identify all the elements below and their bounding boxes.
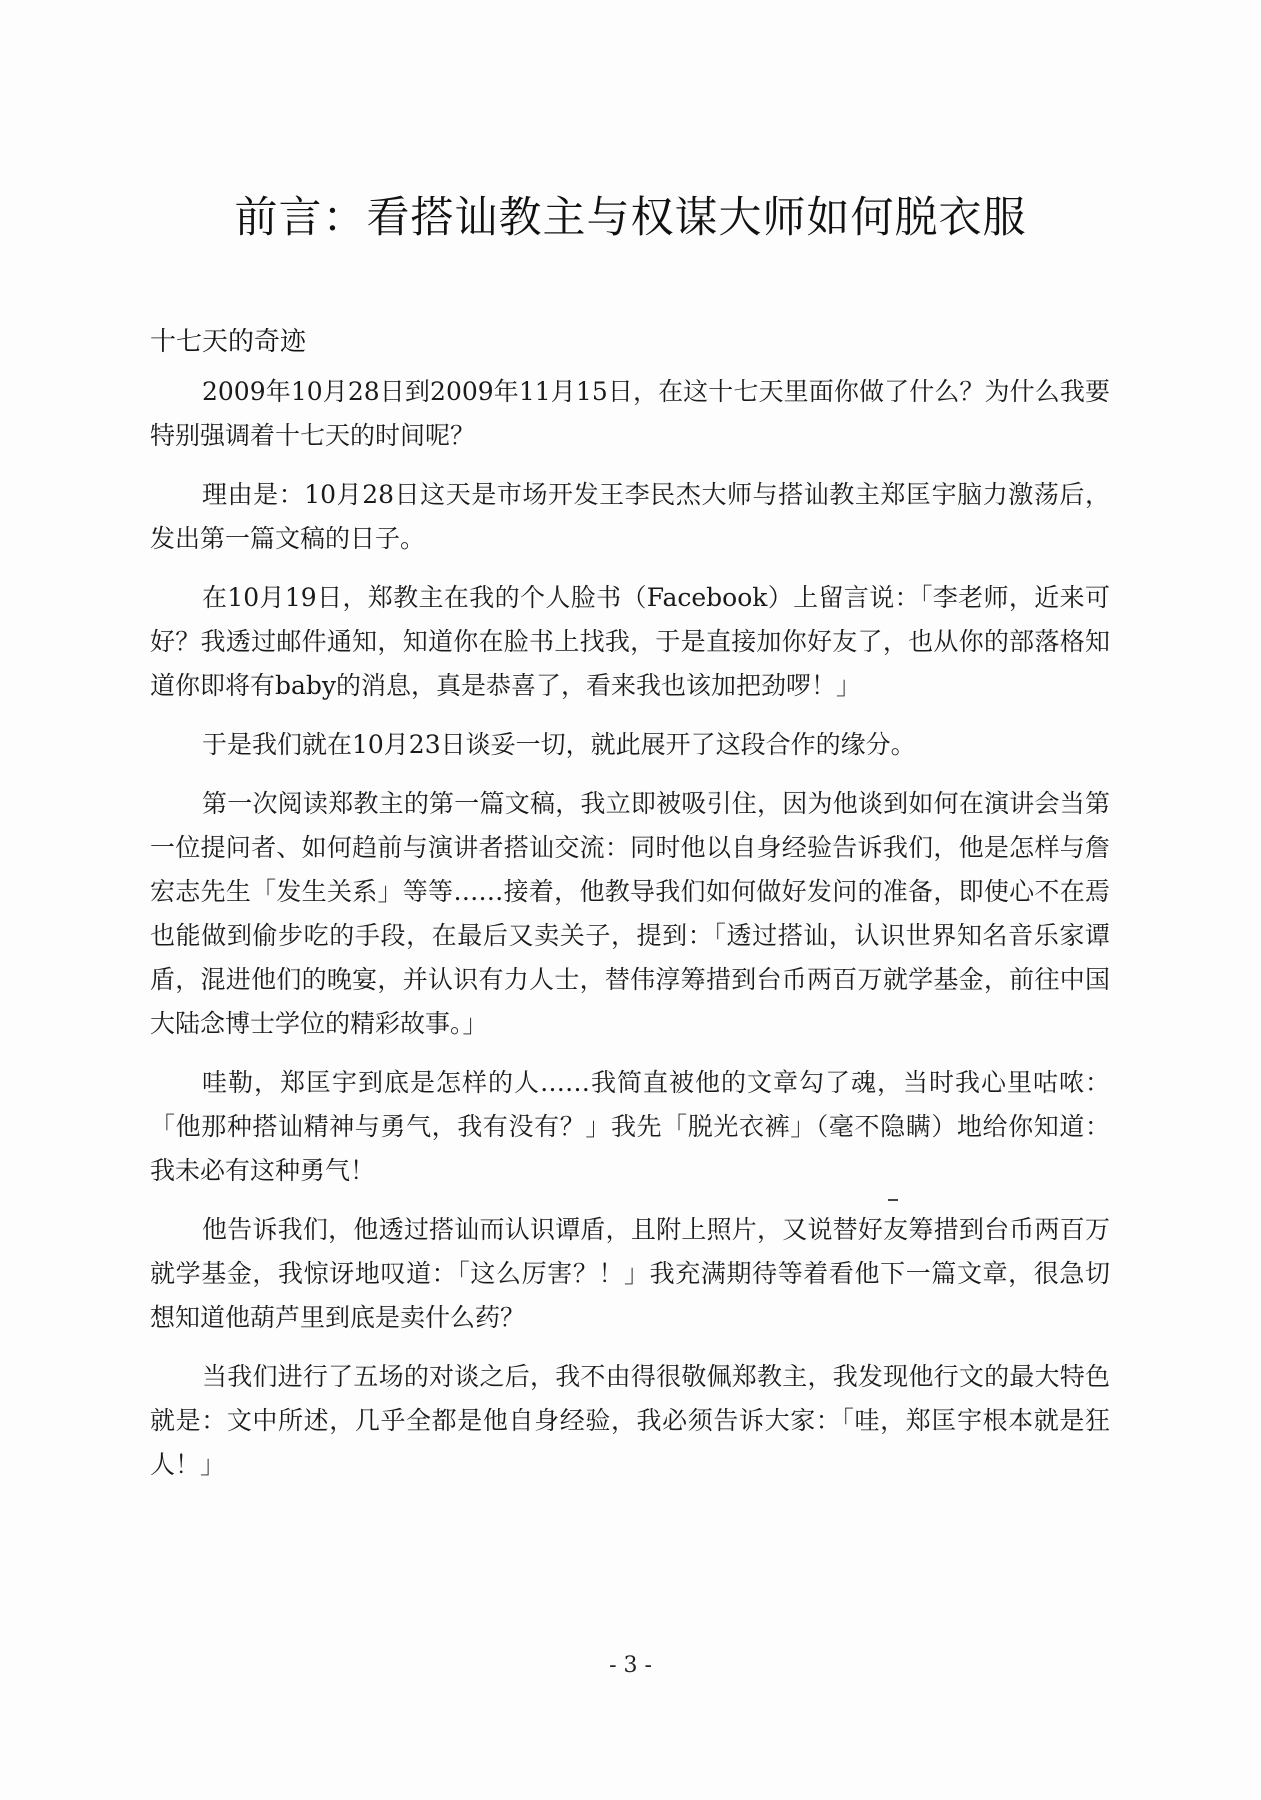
page-number: - 3 - bbox=[609, 1653, 652, 1678]
paragraph: 当我们进行了五场的对谈之后，我不由得很敬佩郑教主，我发现他行文的最大特色就是：文中所述，几乎全都是他自身经验，我必须告诉大家：「哇，郑匡宇根本就是狂人！」 bbox=[150, 1362, 1110, 1479]
paragraph: 在10月19日，郑教主在我的个人脸书（Facebook）上留言说：「李老师，近来可好？我透过邮件通知，知道你在脸书上找我，于是直接加你好友了，也从你的部落格知道你即将有baby的消息，真是恭喜了，看来我也该加把劲啰！」 bbox=[150, 583, 1110, 700]
paragraph: 哇勒，郑匡宇到底是怎样的人……我简直被他的文章勾了魂，当时我心里咕哝：「他那种搭讪精神与勇气，我有没有？」我先「脱光衣裤」（毫不隐瞒）地给你知道：我未必有这种勇气！ bbox=[150, 1068, 1110, 1185]
paragraph: 于是我们就在10月23日谈妥一切，就此展开了这段合作的缘分。 bbox=[202, 730, 916, 759]
paragraph: 第一次阅读郑教主的第一篇文稿，我立即被吸引住，因为他谈到如何在演讲会当第一位提问者、如何趋前与演讲者搭讪交流：同时他以自身经验告诉我们，他是怎样与詹宏志先生「发生关系」等等……接着，他教导我们如何做好发问的准备，即使心不在焉也能做到偷步吃的手段，在最后又卖关子，提到：「透过搭讪，认识世界知名音乐家谭盾，混进他们的晚宴，并认识有力人士，替伟淳筹措到台币两百万就学基金，前往中国大陆念博士学位的精彩故事。」 bbox=[150, 789, 1110, 1038]
page-title: 前言：看搭讪教主与权谋大师如何脱衣服 bbox=[234, 193, 1027, 243]
scan-artifact-mark bbox=[888, 1199, 898, 1201]
paragraph: 2009年10月28日到2009年11月15日，在这十七天里面你做了什么？为什么我要特别强调着十七天的时间呢？ bbox=[150, 377, 1110, 450]
section-heading: 十七天的奇迹 bbox=[150, 327, 307, 357]
paragraph: 理由是：10月28日这天是市场开发王李民杰大师与搭讪教主郑匡宇脑力激荡后，发出第一篇文稿的日子。 bbox=[150, 480, 1110, 553]
paragraph: 他告诉我们，他透过搭讪而认识谭盾，且附上照片，又说替好友筹措到台币两百万就学基金，我惊讶地叹道：「这么厉害？！」我充满期待等着看他下一篇文章，很急切想知道他葫芦里到底是卖什么药？ bbox=[150, 1215, 1110, 1332]
body-text bbox=[150, 370, 1110, 1502]
